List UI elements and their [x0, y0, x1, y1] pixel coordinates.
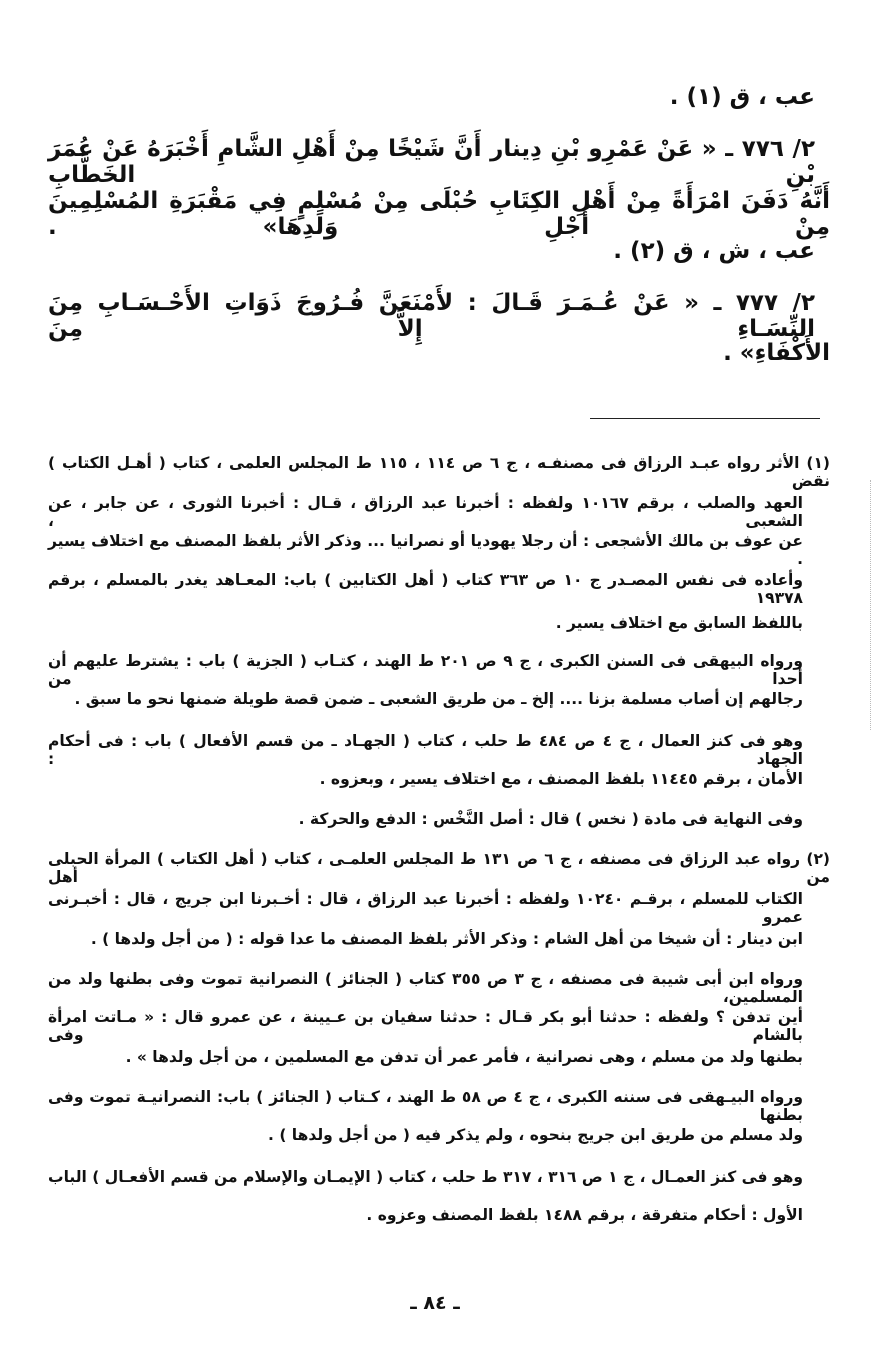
footnote-1-line: الأمان ، برقم ١١٤٤٥ بلفظ المصنف ، مع اختلاف يسير ، وبعزوه .: [319, 770, 803, 788]
footnote-1-line: العهد والصلب ، برقم ١٠١٦٧ ولفظه : أخبرنا عبد الرزاق ، قـال : أخبرنا الثورى ، عن جابر ، عن الشعبى ،: [48, 494, 803, 530]
page-edge-mark: [870, 480, 871, 730]
footnote-1-line: رجالهم إن أصاب مسلمة بزنا .... إلخ ـ من طريق الشعبى ـ ضمن قصة طويلة ضمنها نحو ما سبق .: [74, 690, 803, 708]
footnote-1-line: (١) الأثر رواه عبـد الرزاق فى مصنفـه ، ج ٦ ص ١١٤ ، ١١٥ ط المجلس العلمى ، كتاب ( أهـل الكتاب ) نقض: [48, 454, 830, 490]
footnote-2-line: ورواه ابن أبى شيبة فى مصنفه ، ج ٣ ص ٣٥٥ كتاب ( الجنائز ) النصرانية تموت وفى بطنها ولد من المسلمين،: [48, 970, 803, 1006]
footnote-2-line: (٢) رواه عبد الرزاق فى مصنفه ، ج ٦ ص ١٣١ ط المجلس العلمـى ، كتاب ( أهل الكتاب ) المرأة الحبلى من أهل: [48, 850, 831, 886]
footnote-1-line: وفى النهاية فى مادة ( نخس ) قال : أصل النَّخْس : الدفع والحركة .: [298, 810, 803, 828]
footnote-1-line: عن عوف بن مالك الأشجعى : أن رجلا يهوديا أو نصرانيا ... وذكر الأثر بلفظ المصنف مع اختلاف يسير .: [48, 532, 803, 568]
footnote-2-line: ورواه البيـهقى فى سننه الكبرى ، ج ٤ ص ٥٨ ط الهند ، كـتاب ( الجنائز ) باب: النصرانيـة تموت وفى بطنها: [48, 1088, 803, 1124]
footnote-divider: [590, 418, 820, 419]
footnote-2-line: بطنها ولد من مسلم ، وهى نصرانية ، فأمر عمر أن تدفن مع المسلمين ، من أجل ولدها » .: [125, 1048, 803, 1066]
footnote-1-line: وهو فى كنز العمال ، ج ٤ ص ٤٨٤ ط حلب ، كتاب ( الجهـاد ـ من قسم الأفعال ) باب : فى أحكام الجهاد :: [48, 732, 803, 768]
source-line: عب ، ق (١) .: [669, 84, 815, 110]
page-number: ـ ٨٤ ـ: [410, 1292, 460, 1314]
hadith-777-line: الأَكْفَاءِ» .: [723, 340, 830, 366]
footnote-2-line: ولد مسلم من طريق ابن جريج بنحوه ، ولم يذكر فيه ( من أجل ولدها ) .: [268, 1126, 803, 1144]
footnote-1-line: باللفظ السابق مع اختلاف يسير .: [555, 614, 803, 632]
source-line: عب ، ش ، ق (٢) .: [613, 238, 815, 264]
hadith-776-line: ٢/ ٧٧٦ ـ « عَنْ عَمْرِو بْنِ دِينار أَنَّ شَيْخًا مِنْ أَهْلِ الشَّامِ أَخْبَرَهُ عَنْ عُمَرَ بْنِ الخَطَّابِ: [48, 136, 815, 188]
footnote-2-line: وهو فى كنز العمـال ، ج ١ ص ٣١٦ ، ٣١٧ ط حلب ، كتاب ( الإيمـان والإسلام من قسم الأفعـال ) الباب: [48, 1168, 803, 1186]
footnote-1-line: ورواه البيهقى فى السنن الكبرى ، ج ٩ ص ٢٠١ ط الهند ، كتـاب ( الجزية ) باب : يشترط عليهم أن أحدا من: [48, 652, 803, 688]
footnote-2-line: ابن دينار : أن شيخا من أهل الشام : وذكر الأثر بلفظ المصنف ما عدا قوله : ( من أجل ولدها ) .: [90, 930, 803, 948]
footnote-1-line: وأعاده فى نفس المصـدر ج ١٠ ص ٣٦٣ كتاب ( أهل الكتابين ) باب: المعـاهد يغدر بالمسلم ، برقم ١٩٣٧٨: [48, 571, 803, 607]
footnote-2-line: الأول : أحكام متفرقة ، برقم ١٤٨٨ بلفظ المصنف وعزوه .: [366, 1206, 803, 1224]
hadith-776-line: أَنَّهُ دَفَنَ امْرَأَةً مِنْ أَهْلِ الكِتَابِ حُبْلَى مِنْ مُسْلِمٍ فِي مَقْبَرَةِ المُسْلِمِينَ مِنْ أَجْلِ وَلَدِهَا» .: [48, 188, 830, 240]
footnote-2-line: الكتاب للمسلم ، برقـم ١٠٢٤٠ ولفظه : أخبرنا عبد الرزاق ، قال : أخـبرنا ابن جريج ، قال : أخبـرنى عمرو: [48, 890, 803, 926]
footnote-2-line: أين تدفن ؟ ولفظه : حدثنا أبو بكر قـال : حدثنا سفيان بن عـيينة ، عن عمرو قال : « مـاتت امرأة بالشام وفى: [48, 1008, 803, 1044]
hadith-777-line: ٢/ ٧٧٧ ـ « عَنْ عُـمَـرَ قَـالَ : لأَمْنَعَنَّ فُـرُوجَ ذَوَاتِ الأَحْـسَـابِ مِنَ النِّسَـاءِ إِلاَّ مِنَ: [48, 290, 815, 342]
